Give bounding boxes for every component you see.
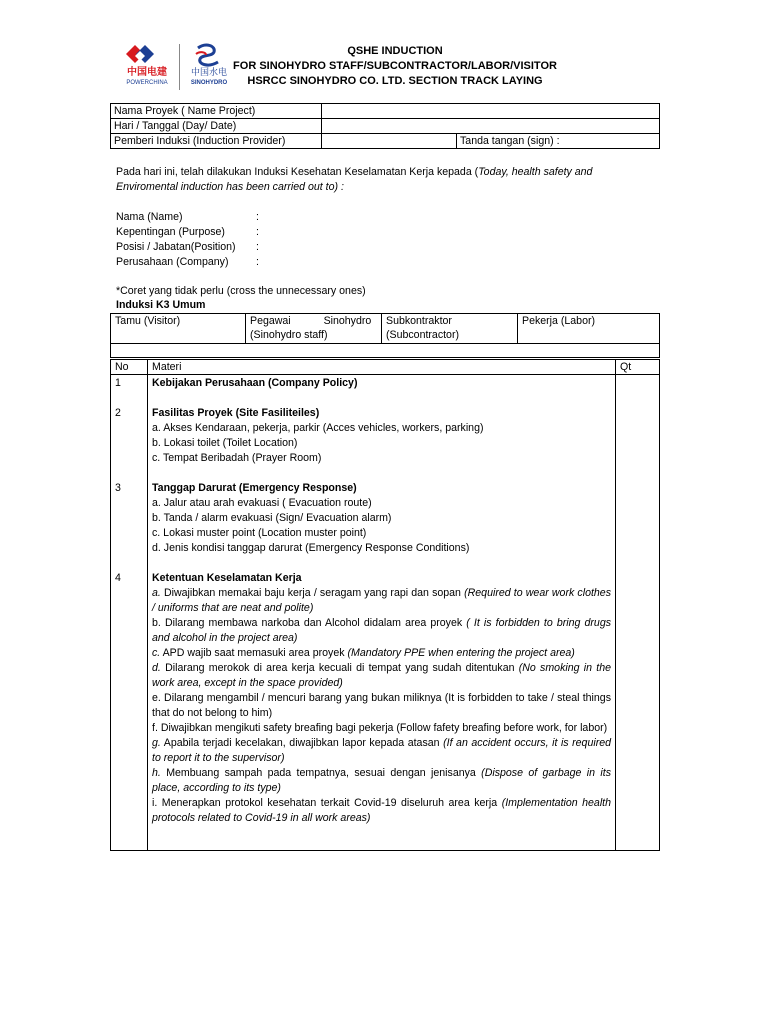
type-staff-label-1: Pegawai Sinohydro (250, 315, 372, 327)
field-label: Kepentingan (Purpose) (116, 226, 225, 238)
rule-prefix: b. (152, 617, 161, 629)
type-labor[interactable] (518, 314, 660, 344)
type-visitor-label: Tamu (Visitor) (115, 315, 181, 327)
rule-c (152, 646, 611, 661)
rule-prefix: i. (152, 797, 158, 809)
rule-translation: (Mandatory PPE when entering the project area) (347, 647, 575, 659)
item-title: Kebijakan Perusahaan (Company Policy) (152, 377, 358, 389)
item-no: 2 (115, 407, 121, 419)
item-sub: a. Akses Kendaraan, pekerja, parkir (Acces vehicles, workers, parking) (152, 422, 484, 434)
type-labor-label: Pekerja (Labor) (522, 315, 596, 327)
intro-italic: Today, health safety and Enviromental induction has been carried out to) : (116, 166, 593, 193)
header-title-2: FOR SINOHYDRO STAFF/SUBCONTRACTOR/LABOR/VISITOR (233, 60, 557, 72)
header-title-3: HSRCC SINOHYDRO CO. LTD. SECTION TRACK LAYING (247, 75, 543, 87)
logo-divider (179, 44, 180, 90)
item-sub: c. Tempat Beribadah (Prayer Room) (152, 452, 322, 464)
rule-e (152, 691, 611, 721)
col-header-qt: Qt (616, 360, 660, 375)
field-purpose[interactable] (116, 225, 259, 240)
rule-f (152, 721, 611, 736)
project-info-table (110, 103, 660, 149)
rule-g (152, 736, 611, 766)
item-sub: d. Jenis kondisi tanggap darurat (Emergency Response Conditions) (152, 542, 470, 554)
rule-translation: (Implementation health protocols related to Covid-19 in all work areas) (152, 797, 612, 824)
item-title: Tanggap Darurat (Emergency Response) (152, 482, 357, 494)
item-sub: c. Lokasi muster point (Location muster point) (152, 527, 367, 539)
field-label: Perusahaan (Company) (116, 256, 229, 268)
rule-translation: (Required to wear work clothes / uniforms that are neat and polite) (152, 587, 611, 614)
item-sub: a. Jalur atau arah evakuasi ( Evacuation route) (152, 497, 372, 509)
field-colon: : (256, 211, 259, 223)
type-staff-label-2: (Sinohydro staff) (250, 329, 328, 341)
field-label: Posisi / Jabatan(Position) (116, 241, 236, 253)
powerchina-logo-icon (116, 42, 178, 92)
intro-paragraph (116, 165, 646, 195)
rule-text: Dilarang mengambil / mencuri barang yang bukan miliknya (It is forbidden to take / steal things that do not belong to him) (152, 692, 611, 719)
rule-prefix: g. (152, 737, 161, 749)
logo1-en: POWERCHINA (126, 80, 168, 86)
qt-column[interactable] (616, 375, 660, 851)
intro-normal: Pada hari ini, telah dilakukan Induksi Kesehatan Keselamatan Kerja kepada ( (116, 166, 479, 178)
rule-h (152, 766, 611, 796)
induction-provider-label: Pemberi Induksi (Induction Provider) (111, 134, 322, 149)
rule-text: APD wajib saat memasuki area proyek (160, 647, 348, 659)
rule-text: Diwajibkan mengikuti safety breafing bagi pekerja (Follow fafety breafing before work, for labor) (157, 722, 608, 734)
item-sub: b. Tanda / alarm evakuasi (Sign/ Evacuation alarm) (152, 512, 392, 524)
col-header-no: No (111, 360, 148, 375)
rule-a (152, 586, 611, 616)
rule-text: Membuang sampah pada tempatnya, sesuai dengan jenisanya (160, 767, 482, 779)
field-colon: : (256, 256, 259, 268)
logo2-en: SINOHYDRO (190, 80, 228, 86)
col-header-materi: Materi (148, 360, 616, 375)
rule-i (152, 796, 611, 826)
rule-b (152, 616, 611, 646)
date-field[interactable] (322, 119, 660, 134)
date-label: Hari / Tanggal (Day/ Date) (111, 119, 322, 134)
numbers-column (111, 375, 148, 851)
item-title: Ketentuan Keselamatan Kerja (152, 572, 302, 584)
powerchina-logo (116, 42, 178, 92)
item-no: 3 (115, 482, 121, 494)
signature-field[interactable] (457, 134, 660, 149)
type-subcon-label-1: Subkontraktor (386, 315, 452, 327)
field-label: Nama (Name) (116, 211, 183, 223)
item-title: Fasilitas Proyek (Site Fasiliteiles) (152, 407, 320, 419)
rule-translation: ( It is forbidden to bring drugs and alcohol in the project area) (152, 617, 612, 644)
rule-translation: (No smoking in the work area, except in the space provided) (152, 662, 611, 689)
field-name[interactable] (116, 210, 259, 225)
materi-table (110, 359, 660, 851)
rule-prefix: f. (152, 722, 158, 734)
item-no: 1 (115, 377, 121, 389)
rule-prefix: c. (152, 647, 161, 659)
type-subcontractor[interactable] (382, 314, 518, 344)
project-name-field[interactable] (322, 104, 660, 119)
rule-text: Dilarang membawa narkoba dan Alcohol didalam area proyek (160, 617, 467, 629)
rule-text: Dilarang merokok di area kerja kecuali di tempat yang sudah ditentukan (160, 662, 519, 674)
logo2-cn: 中国水电 (190, 68, 228, 78)
rule-translation: (If an accident occurs, it is required to report it to the supervisor) (152, 737, 612, 764)
visitor-type-table (110, 313, 660, 358)
materi-column (148, 375, 616, 851)
rule-prefix: e. (152, 692, 161, 704)
item-sub: b. Lokasi toilet (Toilet Location) (152, 437, 298, 449)
rule-prefix: d. (152, 662, 161, 674)
cross-note: *Coret yang tidak perlu (cross the unnecessary ones) (116, 285, 366, 297)
item-no: 4 (115, 572, 121, 584)
project-name-label: Nama Proyek ( Name Project) (111, 104, 322, 119)
field-company[interactable] (116, 255, 259, 270)
type-visitor[interactable] (111, 314, 246, 344)
header-title-1: QSHE INDUCTION (347, 45, 443, 57)
person-fields (116, 210, 259, 270)
field-colon: : (256, 241, 259, 253)
rule-text: Menerapkan protokol kesehatan terkait Covid-19 diseluruh area kerja (157, 797, 502, 809)
rule-text: Apabila terjadi kecelakan, diwajibkan lapor kepada atasan (160, 737, 444, 749)
rule-prefix: h. (152, 767, 161, 779)
field-position[interactable] (116, 240, 259, 255)
induction-provider-field[interactable] (322, 134, 457, 149)
type-sinohydro-staff[interactable] (246, 314, 382, 344)
field-colon: : (256, 226, 259, 238)
type-subcon-label-2: (Subcontractor) (386, 329, 460, 341)
signature-label: Tanda tangan (sign) : (460, 135, 560, 147)
rule-d (152, 661, 611, 691)
rule-text: Diwajibkan memakai baju kerja / seragam yang rapi dan sopan (160, 587, 465, 599)
logo1-cn: 中国电建 (127, 67, 167, 78)
rule-prefix: a. (152, 587, 161, 599)
rule-translation: (Dispose of garbage in its place, according to its type) (152, 767, 611, 794)
section-title: Induksi K3 Umum (116, 299, 206, 311)
spacer-row (111, 344, 660, 358)
